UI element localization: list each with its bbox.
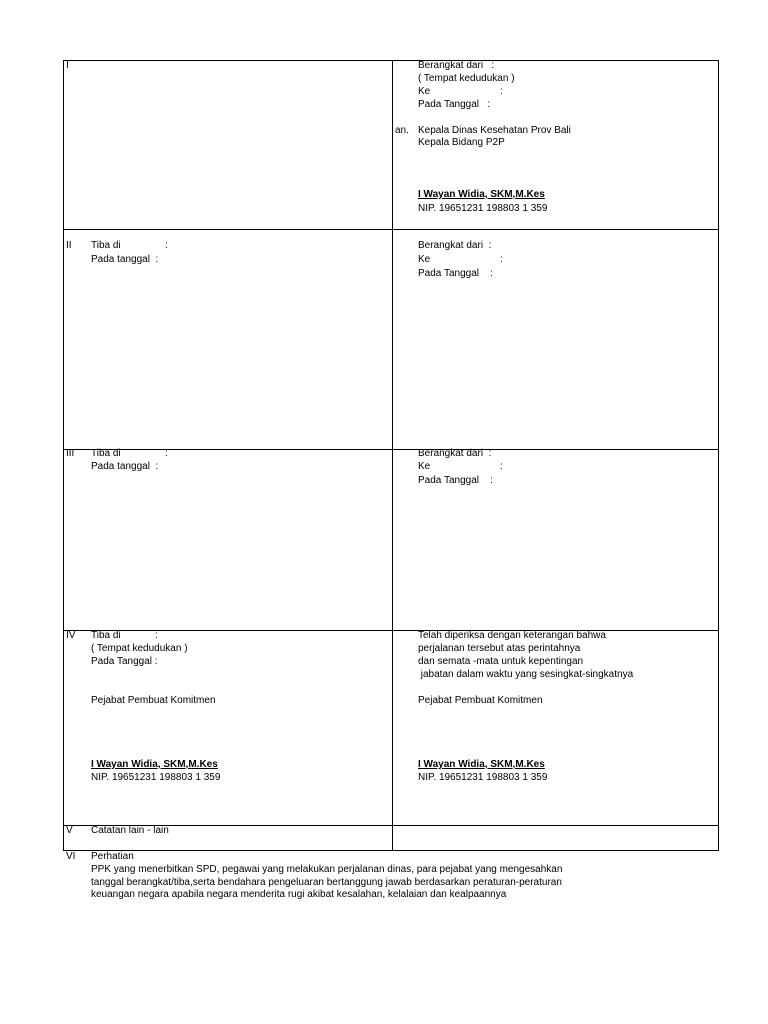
s3-pada-tanggal: Pada tanggal :: [91, 461, 159, 472]
s6-perhatian: Perhatian: [91, 851, 134, 862]
s2-pada-tanggal-right: Pada Tanggal :: [418, 268, 493, 279]
s4-tempat-kedudukan: ( Tempat kedudukan ): [91, 643, 188, 654]
s3-ke-colon: :: [500, 461, 503, 472]
table-border-top: [63, 60, 719, 61]
s4-right-line3: dan semata -mata untuk kepentingan: [418, 656, 584, 667]
s5-catatan-lain: Catatan lain - lain: [91, 825, 169, 836]
section-number-4: IV: [66, 630, 76, 641]
s1-signer-nip: NIP. 19651231 198803 1 359: [418, 203, 548, 214]
section-number-5: V: [66, 825, 73, 836]
s6-line3: keuangan negara apabila negara menderita rugi akibat kesalahan, kelalaian dan kealpaannya: [91, 889, 507, 900]
s4-signer-name-left: I Wayan Widia, SKM,M.Kes: [91, 759, 218, 770]
s4-pejabat-right: Pejabat Pembuat Komitmen: [418, 695, 543, 706]
section-number-1: I: [66, 60, 69, 71]
s2-berangkat-dari: Berangkat dari :: [418, 240, 492, 251]
table-border-right: [718, 60, 719, 851]
s6-line1: PPK yang menerbitkan SPD, pegawai yang melakukan perjalanan dinas, para pejabat yang mengesahkan: [91, 864, 563, 875]
s1-signer-name: I Wayan Widia, SKM,M.Kes: [418, 189, 545, 200]
s2-pada-tanggal: Pada tanggal :: [91, 254, 159, 265]
s2-tiba-di: Tiba di: [91, 240, 121, 251]
s1-berangkat-dari: Berangkat dari :: [418, 60, 495, 71]
s1-kepala-dinas: Kepala Dinas Kesehatan Prov Bali: [418, 125, 571, 136]
s2-ke: Ke: [418, 254, 431, 265]
s4-signer-nip-right: NIP. 19651231 198803 1 359: [418, 772, 548, 783]
s6-line2: tanggal berangkat/tiba,serta bendahara pengeluaran bertanggung jawab berdasarkan peraturan-peraturan: [91, 877, 562, 888]
s4-pejabat-left: Pejabat Pembuat Komitmen: [91, 695, 216, 706]
section-number-2: II: [66, 240, 72, 251]
s1-an: an.: [395, 125, 409, 136]
s4-pada-tanggal: Pada Tanggal :: [91, 656, 158, 667]
s3-tiba-colon: :: [165, 448, 168, 459]
s4-right-line2: perjalanan tersebut atas perintahnya: [418, 643, 581, 654]
s1-kepala-bidang: Kepala Bidang P2P: [418, 137, 505, 148]
table-border-bottom: [63, 850, 719, 851]
s3-ke: Ke: [418, 461, 431, 472]
row-divider-1: [63, 229, 719, 230]
s4-tiba-colon: :: [155, 630, 158, 641]
s4-right-line1: Telah diperiksa dengan keterangan bahwa: [418, 630, 606, 641]
s4-signer-name-right: I Wayan Widia, SKM,M.Kes: [418, 759, 545, 770]
s2-ke-colon: :: [500, 254, 503, 265]
table-border-left: [63, 60, 64, 851]
column-divider: [392, 60, 393, 851]
s1-ke-colon: :: [500, 86, 503, 97]
s4-right-line4: jabatan dalam waktu yang sesingkat-singkatnya: [418, 669, 634, 680]
row-divider-2: [63, 449, 719, 450]
section-number-3: III: [66, 448, 75, 459]
s3-tiba-di: Tiba di: [91, 448, 121, 459]
s3-pada-tanggal-right: Pada Tanggal :: [418, 475, 493, 486]
s3-berangkat-dari: Berangkat dari :: [418, 448, 492, 459]
s4-signer-nip-left: NIP. 19651231 198803 1 359: [91, 772, 221, 783]
section-number-6: VI: [66, 851, 76, 862]
s2-tiba-colon: :: [165, 240, 168, 251]
s1-pada-tanggal: Pada Tanggal :: [418, 99, 491, 110]
s1-tempat-kedudukan: ( Tempat kedudukan ): [418, 73, 515, 84]
s1-ke: Ke: [418, 86, 431, 97]
s4-tiba-di: Tiba di: [91, 630, 121, 641]
row-divider-3: [63, 630, 719, 631]
